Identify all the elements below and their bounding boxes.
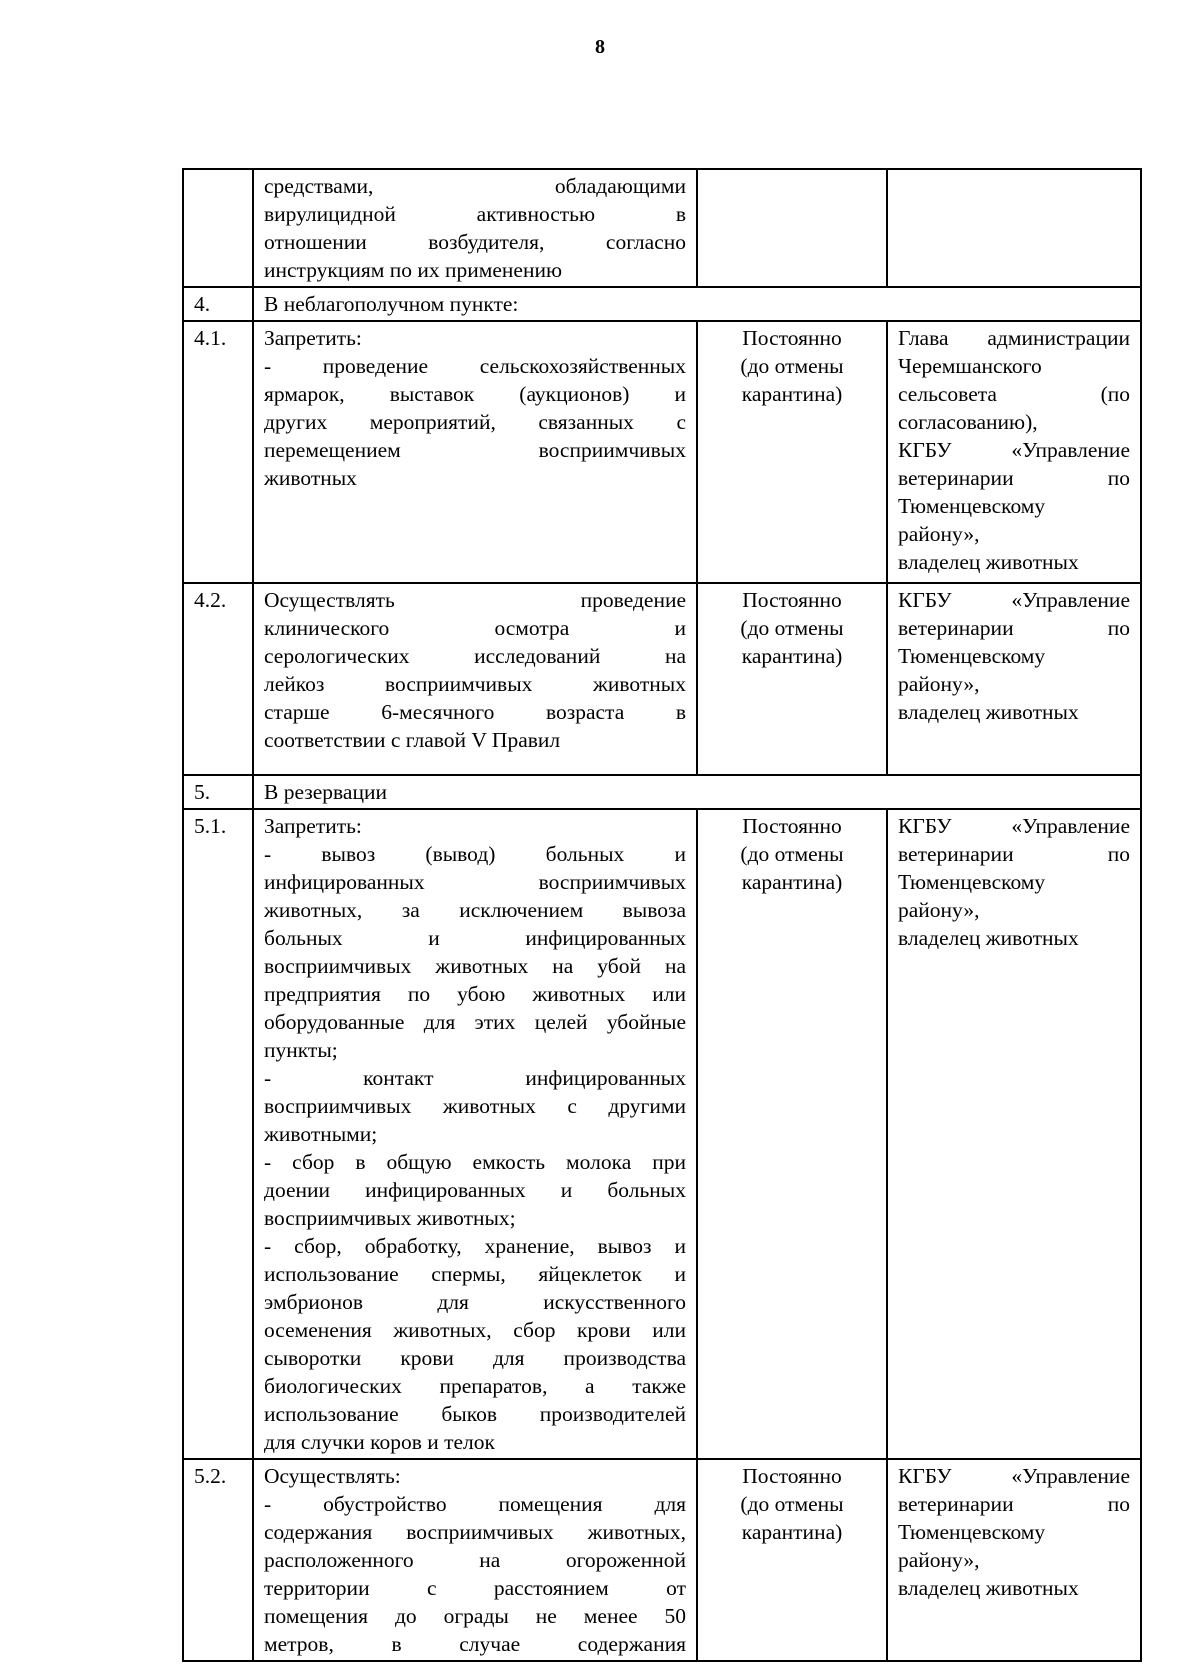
measure-line: расположенного на огороженной [264,1548,686,1572]
responsible-line: владелец животных [898,926,1079,950]
row-number-cell: 5. [183,775,253,809]
responsible-line: Тюменцевскому [898,494,1046,518]
responsible-line: району», [898,522,980,546]
measure-line: пункты; [264,1038,338,1062]
measure-line: животных [264,466,357,490]
measure-line: метров, в случае содержания [264,1632,686,1656]
table-row-4-2 [183,583,1141,775]
section-title-cell: В неблагополучном пункте: [253,287,1141,321]
responsible-line: Черемшанского [898,354,1042,378]
measure-line: Осуществлять: [264,1464,401,1488]
measure-line: восприимчивых животных; [264,1206,516,1230]
term-cell [697,809,887,1459]
table-row-5-2 [183,1459,1141,1661]
row-number-cell: 4.2. [183,583,253,775]
measure-line: вирулицидной активностью в [264,202,686,226]
responsible-line: сельсовета (по [898,382,1130,406]
measure-line: сыворотки крови для производства [264,1346,686,1370]
measure-line: - вывоз (вывод) больных и [264,842,686,866]
measure-line: животными; [264,1122,378,1146]
responsible-line: ветеринарии по [898,466,1130,490]
responsible-line: владелец животных [898,550,1079,574]
term-line: карантина) [741,870,843,894]
responsible-line: владелец животных [898,700,1079,724]
measure-line: больных и инфицированных [264,926,686,950]
measures-table [182,168,1142,1662]
responsible-line: Тюменцевскому [898,1520,1046,1544]
term-line: Постоянно [742,326,842,350]
row-number-cell: 4. [183,287,253,321]
term-cell [697,1459,887,1661]
measure-text-cell [253,583,697,775]
responsible-line: ветеринарии по [898,616,1130,640]
term-line: Постоянно [742,588,842,612]
measure-line: - контакт инфицированных [264,1066,686,1090]
responsible-line: району», [898,672,980,696]
responsible-line: КГБУ «Управление [898,438,1130,462]
measure-line: инструкциям по их применению [264,258,563,282]
responsible-line: району», [898,1548,980,1572]
responsible-line: согласованию), [898,410,1038,434]
measure-text-cell [253,321,697,583]
measure-line: средствами, обладающими [264,174,686,198]
responsible-line: КГБУ «Управление [898,588,1130,612]
table-row-section-5 [183,775,1141,809]
measure-line: перемещением восприимчивых [264,438,686,462]
term-cell [697,321,887,583]
term-line: (до отмены [740,354,844,378]
section-title-cell: В резервации [253,775,1141,809]
measure-text-cell [253,169,697,287]
measure-line: биологических препаратов, а также [264,1374,686,1398]
responsible-line: ветеринарии по [898,1492,1130,1516]
responsible-line: КГБУ «Управление [898,1464,1130,1488]
measure-line: - сбор в общую емкость молока при [264,1150,686,1174]
row-number-cell: 5.1. [183,809,253,1459]
measure-line: для случки коров и телок [264,1430,495,1454]
responsible-line: району», [898,898,980,922]
term-line: (до отмены [740,616,844,640]
measure-line: предприятия по убою животных или [264,982,686,1006]
responsible-cell [887,583,1141,775]
term-line: (до отмены [740,842,844,866]
responsible-line: Тюменцевскому [898,870,1046,894]
row-number-cell: 5.2. [183,1459,253,1661]
measure-line: серологических исследований на [264,644,686,668]
row-number-cell [183,169,253,287]
term-line: карантина) [741,644,843,668]
responsible-line: Глава администрации [898,326,1130,350]
measure-line: осеменения животных, сбор крови или [264,1318,686,1342]
measure-line: - сбор, обработку, хранение, вывоз и [264,1234,686,1258]
measure-line: доении инфицированных и больных [264,1178,686,1202]
measure-line: Осуществлять проведение [264,588,686,612]
responsible-line: ветеринарии по [898,842,1130,866]
measure-line: животных, за исключением вывоза [264,898,686,922]
responsible-cell [887,169,1141,287]
row-number-cell: 4.1. [183,321,253,583]
measure-line: соответствии с главой V Правил [264,728,561,752]
measure-text-cell [253,1459,697,1661]
term-line: (до отмены [740,1492,844,1516]
term-cell [697,169,887,287]
measure-text-cell [253,809,697,1459]
measure-line: Запретить: [264,814,362,838]
term-line: карантина) [741,382,843,406]
responsible-line: Тюменцевскому [898,644,1046,668]
responsible-line: КГБУ «Управление [898,814,1130,838]
measure-line: старше 6-месячного возраста в [264,700,686,724]
measure-line: территории с расстоянием от [264,1576,686,1600]
measure-line: отношении возбудителя, согласно [264,230,686,254]
measure-line: клинического осмотра и [264,616,686,640]
responsible-cell [887,809,1141,1459]
measure-line: восприимчивых животных с другими [264,1094,686,1118]
table-row-section-4 [183,287,1141,321]
table-row-continuation [183,169,1141,287]
term-line: Постоянно [742,1464,842,1488]
measure-line: инфицированных восприимчивых [264,870,686,894]
measure-line: - обустройство помещения для [264,1492,686,1516]
responsible-cell [887,321,1141,583]
measure-line: содержания восприимчивых животных, [264,1520,686,1544]
measure-line: восприимчивых животных на убой на [264,954,686,978]
measure-line: использование спермы, яйцеклеток и [264,1262,686,1286]
measure-line: других мероприятий, связанных с [264,410,686,434]
measure-line: лейкоз восприимчивых животных [264,672,686,696]
page-number: 8 [595,36,605,58]
term-cell [697,583,887,775]
table-row-4-1 [183,321,1141,583]
table-row-5-1 [183,809,1141,1459]
measure-line: ярмарок, выставок (аукционов) и [264,382,686,406]
measure-line: оборудованные для этих целей убойные [264,1010,686,1034]
responsible-cell [887,1459,1141,1661]
term-line: Постоянно [742,814,842,838]
measure-line: помещения до ограды не менее 50 [264,1604,686,1628]
measure-line: использование быков производителей [264,1402,686,1426]
responsible-line: владелец животных [898,1576,1079,1600]
measure-line: Запретить: [264,326,362,350]
measure-line: - проведение сельскохозяйственных [264,354,686,378]
term-line: карантина) [741,1520,843,1544]
measure-line: эмбрионов для искусственного [264,1290,686,1314]
